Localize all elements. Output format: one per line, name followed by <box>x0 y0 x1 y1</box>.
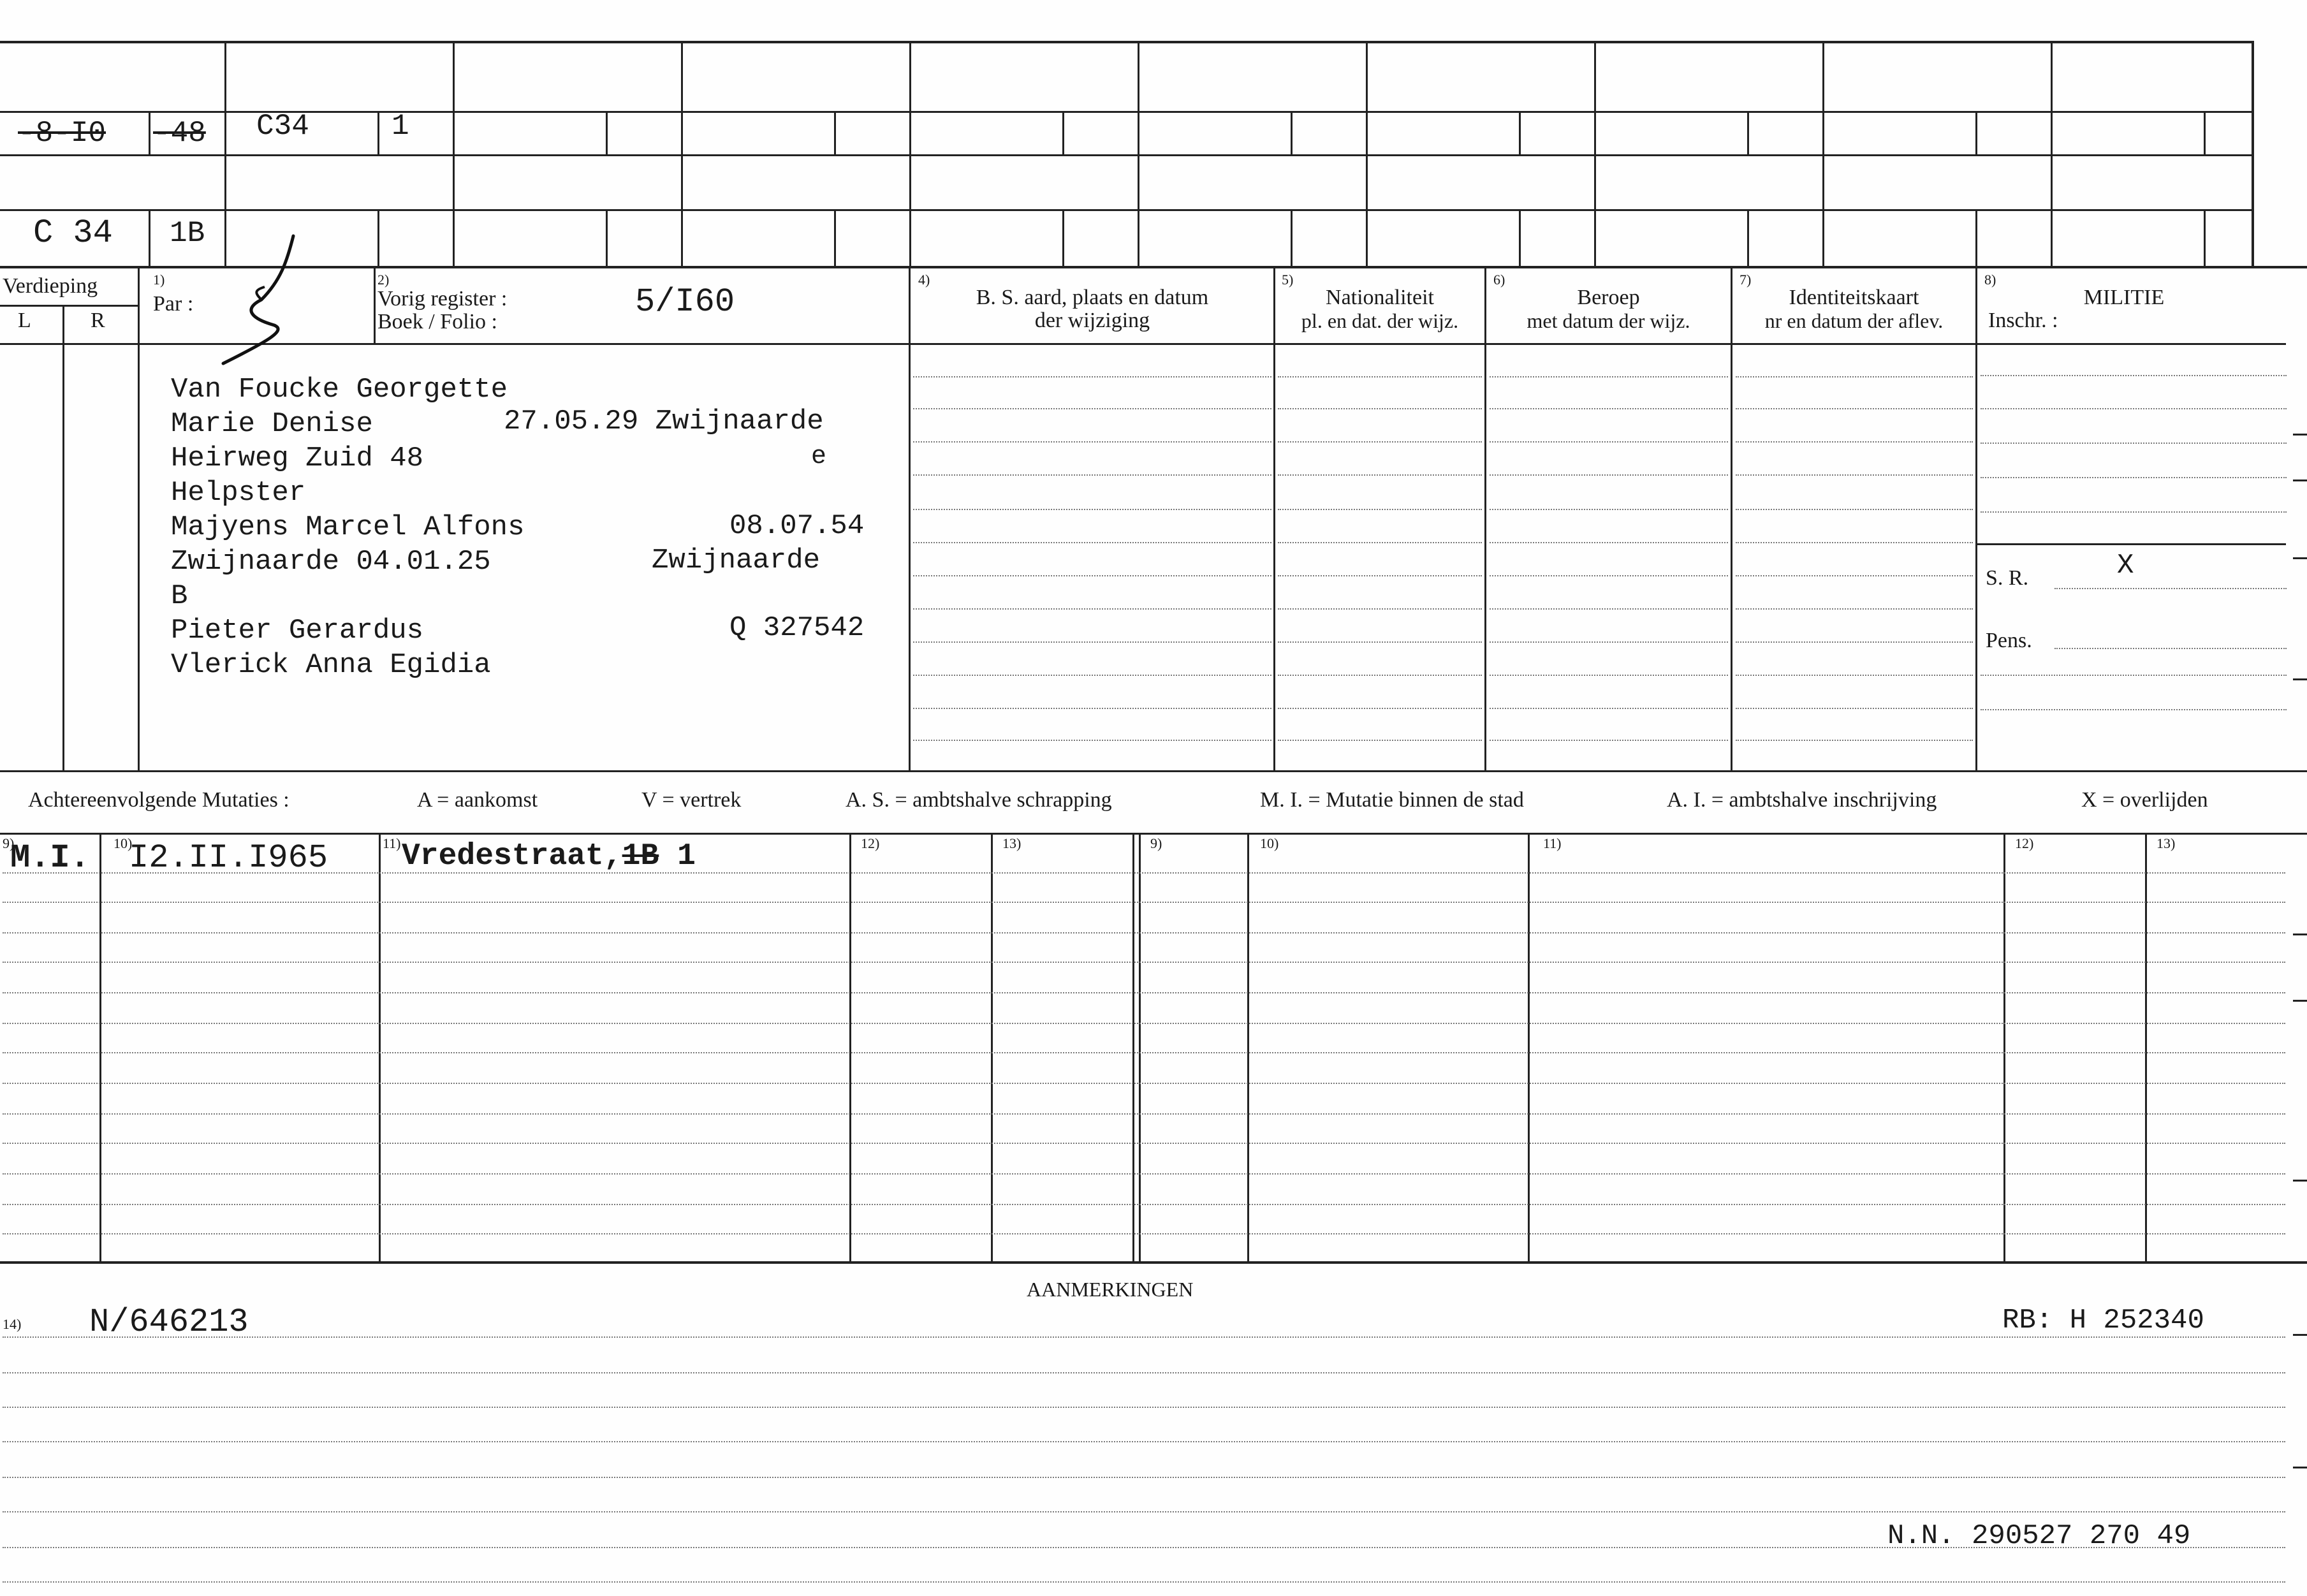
legend-v: V = vertrek <box>641 788 742 812</box>
mut-header-9-left: 9) <box>3 835 15 851</box>
mut-row1-date: I2.II.I965 <box>129 839 328 877</box>
mut-v <box>849 833 851 1263</box>
grid-v-minor <box>1975 111 1977 154</box>
grid-v-minor <box>1747 209 1749 267</box>
grid-v-minor <box>1975 209 1977 267</box>
remarks-nn: N.N. 290527 270 49 <box>1887 1520 2191 1552</box>
mut-v <box>1528 833 1530 1263</box>
rule-lr-split <box>62 305 64 770</box>
header-f1-label: Par : <box>153 292 194 316</box>
person-father: Pieter Gerardus <box>171 615 424 647</box>
mut-row1-address <box>402 839 696 874</box>
header-f2-line1: Vorig register : <box>377 287 508 311</box>
mut-v <box>1247 833 1249 1263</box>
person-name-line2: Marie Denise <box>171 408 373 440</box>
header-f5-line1: Nationaliteit <box>1326 286 1434 309</box>
person-name-line1: Van Foucke Georgette <box>171 374 508 406</box>
legend-a: A = aankomst <box>417 788 538 812</box>
rule-col-4 <box>909 268 911 770</box>
header-f8-line1: MILITIE <box>2083 286 2165 309</box>
rule-col-7 <box>1731 268 1732 770</box>
grid-r2-c4: 1 <box>392 110 409 143</box>
grid-v-minor <box>834 111 836 154</box>
header-verdieping: Verdieping <box>3 274 98 298</box>
mut-v <box>1139 833 1141 1263</box>
header-f1-num: 1) <box>153 272 165 288</box>
rule-top <box>0 41 2254 43</box>
header-f4-line2: der wijziging <box>1034 309 1150 332</box>
header-col-l: L <box>18 309 31 332</box>
grid-v-minor <box>1062 209 1064 267</box>
remarks-n-value: N/646213 <box>89 1303 249 1341</box>
grid-v-minor <box>1291 111 1293 154</box>
mut-v <box>379 833 381 1263</box>
header-col-r: R <box>91 309 105 332</box>
remarks-num: 14) <box>3 1316 22 1332</box>
grid-v-minor <box>377 209 379 267</box>
header-f7-line2: nr en datum der aflev. <box>1764 309 1944 332</box>
grid-v-minor <box>2204 209 2206 267</box>
grid-v-minor <box>1291 209 1293 267</box>
mut-header-10-left: 10) <box>114 835 133 851</box>
person-spouse-place: Zwijnaarde <box>652 545 821 576</box>
grid-v <box>1138 41 1139 267</box>
mut-row1-struck: 1B <box>622 839 659 874</box>
rule-col-par <box>138 268 140 770</box>
mut-header-11-right: 11) <box>1543 835 1562 851</box>
mut-v <box>2145 833 2147 1263</box>
header-f2-value: 5/I60 <box>635 283 735 321</box>
grid-v-minor <box>1519 209 1521 267</box>
grid-v-minor <box>1062 111 1064 154</box>
legend-mi: M. I. = Mutatie binnen de stad <box>1260 788 1524 812</box>
rule-col-6 <box>1484 268 1486 770</box>
legend-ai: A. I. = ambtshalve inschrijving <box>1667 788 1937 812</box>
grid-v-minor <box>2204 111 2206 154</box>
person-birth: 27.05.29 Zwijnaarde <box>504 406 824 437</box>
grid-r4-c1: C 34 <box>33 214 113 252</box>
mut-v <box>2003 833 2005 1263</box>
grid-v-minor <box>149 111 150 154</box>
rule-grid-2 <box>0 154 2254 156</box>
mut-header-11-left: 11) <box>383 835 401 851</box>
handwritten-mark-icon <box>217 230 306 370</box>
militie-sr-label: S. R. <box>1986 566 2029 590</box>
grid-v-minor <box>377 111 379 154</box>
mut-header-12-right: 12) <box>2015 835 2034 851</box>
grid-v <box>1366 41 1368 267</box>
grid-r2-c2: -48 <box>153 117 206 150</box>
person-occupation: Helpster <box>171 477 306 509</box>
grid-v <box>1594 41 1596 267</box>
militie-sr-value: X <box>2117 550 2134 582</box>
legend-title: Achtereenvolgende Mutaties : <box>28 788 289 812</box>
mut-header-13-right: 13) <box>2157 835 2176 851</box>
rule-mutations-top <box>0 833 2307 835</box>
legend-as: A. S. = ambtshalve schrapping <box>846 788 1112 812</box>
mut-header-13-left: 13) <box>1002 835 1022 851</box>
mut-header-12-left: 12) <box>861 835 880 851</box>
remarks-rb: RB: H 252340 <box>2002 1305 2204 1336</box>
header-f5-num: 5) <box>1282 272 1294 288</box>
grid-v-minor <box>606 209 608 267</box>
header-f2-num: 2) <box>377 272 390 288</box>
grid-v-minor <box>1519 111 1521 154</box>
legend-x: X = overlijden <box>2081 788 2208 812</box>
header-f7-line1: Identiteitskaart <box>1789 286 1919 309</box>
rule-verdieping <box>0 305 139 307</box>
mut-v <box>1132 833 1134 1263</box>
rule-grid-4 <box>0 266 2307 268</box>
grid-v-minor <box>834 209 836 267</box>
rule-col-5 <box>1273 268 1275 770</box>
grid-v <box>909 41 911 267</box>
grid-v <box>681 41 683 267</box>
header-f7-num: 7) <box>1739 272 1752 288</box>
header-f5-line2: pl. en dat. der wijz. <box>1301 309 1459 332</box>
grid-v-minor <box>149 209 150 267</box>
grid-v <box>1822 41 1824 267</box>
rule-header-bottom <box>0 343 2286 345</box>
header-f4-line1: B. S. aard, plaats en datum <box>976 286 1209 309</box>
mut-row1-number: 1 <box>677 839 696 874</box>
person-code-b: B <box>171 580 188 612</box>
rule-section-bottom <box>0 770 2307 772</box>
militie-pens-label: Pens. <box>1986 629 2032 652</box>
rule-militie-sep <box>1977 543 2286 545</box>
mut-header-9-right: 9) <box>1150 835 1162 851</box>
rule-col-8 <box>1975 268 1977 770</box>
header-f8-num: 8) <box>1984 272 1996 288</box>
grid-r2-c3: C34 <box>256 110 309 143</box>
mut-row1-gap <box>659 839 677 874</box>
rule-grid-1 <box>0 111 2254 113</box>
militie-pens-line <box>2054 648 2287 649</box>
header-f4-num: 4) <box>918 272 930 288</box>
header-f8-line2: Inschr. : <box>1988 309 2058 332</box>
person-mother: Vlerick Anna Egidia <box>171 649 491 681</box>
header-f6-line2: met datum der wijz. <box>1527 309 1690 332</box>
rule-col-vorig <box>374 268 376 345</box>
person-spouse-birth: Zwijnaarde 04.01.25 <box>171 546 491 578</box>
mut-row1-street: Vredestraat, <box>402 839 622 874</box>
rule-right-edge <box>2252 41 2254 267</box>
remarks-title: AANMERKINGEN <box>1027 1278 1194 1301</box>
grid-v <box>2051 41 2053 267</box>
header-f6-line1: Beroep <box>1577 286 1640 309</box>
militie-sr-line <box>2054 588 2287 589</box>
mut-row1-type: M.I. <box>10 839 90 877</box>
person-id-number: Q 327542 <box>729 612 865 644</box>
grid-r2-c1: -8-I0 <box>18 117 106 150</box>
mut-header-10-right: 10) <box>1260 835 1279 851</box>
header-f2-line2: Boek / Folio : <box>377 310 497 333</box>
grid-v <box>453 41 455 267</box>
person-spouse-date: 08.07.54 <box>729 510 865 542</box>
person-address: Heirweg Zuid 48 <box>171 443 424 474</box>
mut-v <box>991 833 993 1263</box>
grid-v-minor <box>606 111 608 154</box>
header-f6-num: 6) <box>1493 272 1505 288</box>
rule-mutations-bottom <box>0 1261 2307 1264</box>
rule-grid-3 <box>0 209 2254 211</box>
mut-v <box>99 833 101 1263</box>
person-marker-e: e <box>811 443 827 471</box>
grid-v-minor <box>1747 111 1749 154</box>
grid-r4-c2: 1B <box>170 217 205 250</box>
person-spouse: Majyens Marcel Alfons <box>171 511 525 543</box>
